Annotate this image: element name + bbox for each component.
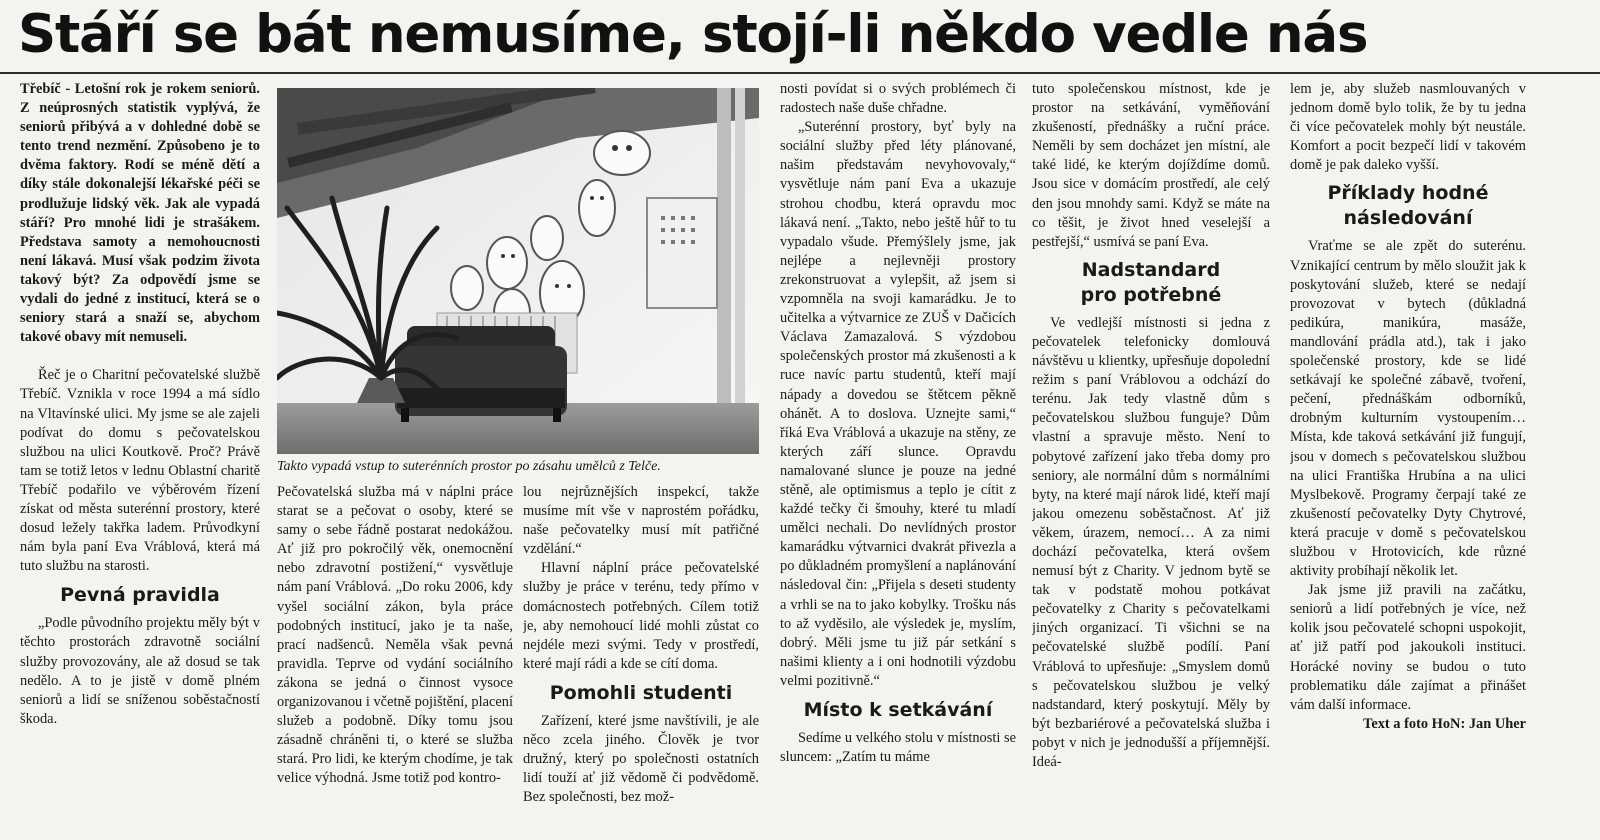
paragraph: Jak jsme již pravili na začátku, seniorů a lidí potřebných je více, než kolik jsou pečovatelé schopni uspokojit, ať již patří pod jakoukoli instituci. Horácké noviny se budou o tuto problematiku dále zajímat a přinášet vám další informace.	[1290, 582, 1526, 713]
paragraph: Hlavní náplní práce pečovatelské služby je práce v terénu, tedy přímo v domácnostech potřebných. Cílem totiž je, aby nemohoucí lidé mohli zůstat co nejdéle mezi svými. Tedy v prostředí, které mají rádi a kde se cítí doma.	[523, 560, 759, 672]
column-3	[523, 483, 759, 839]
paragraph: tuto společenskou místnost, kde je prostor na setkávání, vyměňování zkušeností, přednášky a ruční práce. Neměli by sem docházet jen místní, ale také lidé, ke kterým dojíždíme domů. Jsou sice v domácím prostředí, ale celý den jsou mnohdy sami. Když se máte na co těšit, je život hned veselejší a pestřejší,“ usmívá se paní Eva.	[1032, 81, 1270, 250]
headline: Stáří se bát nemusíme, stojí-li někdo vedle nás	[18, 4, 1368, 65]
column-4	[780, 80, 1016, 840]
photo-caption: Takto vypadá vstup to suterénních prostor po zásahu umělců z Telče.	[277, 459, 661, 474]
paragraph: Řeč je o Charitní pečovatelské službě Třebíč. Vznikla v roce 1994 a má sídlo na Vltavínské ulici. My jsme se ale zajeli podívat do domu s pečovatelskou službou na ulici Koutkově. Proč? Právě tam se totiž letos v lednu Oblastní charitě Třebíč podařilo ve výběrovém řízení získat od města suterénní prostory, které dosud ležely takřka ladem. Průvodkyní nám byla paní Eva Vráblová, která má tuto službu na starosti.	[20, 367, 260, 575]
paragraph: lou nejrůznějších inspekcí, takže musíme mít vše v naprostém pořádku, naše pečovatelky musí mít patřičné vzdělání.“	[523, 484, 759, 558]
paragraph: lem je, aby služeb nasmlouvaných v jednom domě bylo tolik, že by tu jedna či více pečovatelek mohly být neustále. Komfort a pocit bezpečí lidí v takovém domě je pak daleko vyšší.	[1290, 81, 1526, 174]
subheading-pomohli-studenti: Pomohli studenti	[549, 681, 733, 704]
column-5	[1032, 80, 1270, 840]
paragraph: Pečovatelská služba má v náplni práce starat se a pečovat o osoby, které se samy o sebe řádně postarat nedokážou. Ať již pro pokročilý věk, onemocnění nebo zdravotní postižení,“ vysvětluje nám paní Vráblová. „Do roku 2006, kdy vyšel sociální zákon, byla práce podobných institucí, jako je ta naše, prací nadšenců. Neměla však pevná pravidla. Teprve od vydání sociálního zákona se jedná o činnost vysoce organizovanou i včetně pojištění, placení služeb a podobně. Díky tomu jsou zásadně chráněni ti, o které se služba stará. Pro lidi, ke kterým chodíme, je tak velice výhodná. Jsme totiž pod kontro-	[277, 484, 513, 787]
headline-rule	[0, 72, 1600, 74]
subheading-misto-k-setkavani: Místo k setkávání	[803, 699, 993, 721]
paragraph: Sedíme u velkého stolu v místnosti se sluncem: „Zatím tu máme	[780, 730, 1016, 766]
column-6	[1290, 80, 1526, 840]
byline: Text a foto HoN: Jan Uher	[1363, 715, 1526, 732]
paragraph: Zařízení, které jsme navštívili, je ale něco zcela jiného. Člověk je tvor družný, který po společnosti ostatních lidí touží ať již vědomě či podvědomě. Bez společnosti, bez mož-	[523, 712, 759, 806]
subheading-nadstandard: Nadstandard pro potřebné	[1080, 258, 1222, 306]
subheading-priklady: Příklady hodné následování	[1327, 182, 1489, 230]
column-1	[20, 80, 260, 840]
paragraph: „Podle původního projektu měly být v těchto prostorách zdravotně sociální služby provozovány, ale až dosud se tak nedělo. A to je jistě v domě plném seniorů a lidí se sníženou soběstačností škoda.	[20, 615, 260, 727]
photo-illustration	[277, 88, 759, 454]
column-2	[277, 483, 513, 839]
paragraph: nosti povídat si o svých problémech či radostech naše duše chřadne.	[780, 81, 1016, 117]
paragraph: Ve vedlejší místnosti si jedna z pečovatelek telefonicky domlouvá návštěvu u klientky, upřesňuje dopolední režim s paní Vráblovou a odchází do terénu. Jak tedy vlastně dům s pečovatelskou službou funguje? Dům vlastní a spravuje město. Není to pobytové zařízení jako třeba domy pro seniory, ale normální dům s normálními byty, na které mají nárok lidé, kteří mají jakou omezenu soběstačnost. Ať již věkem, úrazem, nemocí… A za nimi dochází pečovatelka, která ovšem nemusí být z Charity. V jednom bytě se tak v podstatě mohou potkávat pečovatelky z Charity s pečovatelkami jiných organizací. Ti všichni se na pečovatelské službě podílí. Paní Vráblová to upřesňuje: „Smyslem domů s pečovatelskou službou je velký nadstandard, který poskytují. Měly by být bezbariérové a pečovatelská služba i pobyt v nich je jednodušší a příjemnější. Ideá-	[1032, 314, 1270, 770]
photo	[277, 88, 759, 454]
lead-paragraph: Třebíč - Letošní rok je rokem seniorů. Z neúprosných statistik vyplývá, že seniorů přibývá a v dohledné době se tento trend nezmění. Způsobeno je to dvěma faktory. Rodí se méně dětí a díky stále dokonalejší lékařské péči se prodlužuje lidský věk. Jak ale vypadá stáří? Pro mnohé lidi je strašákem. Představa samoty a nemohoucnosti není lákavá. Musí však podzim života takový být? Za odpovědí jsme se vydali do jedné z institucí, která se o seniory stará a snaží se, abychom takové obavy mít nemuseli.	[20, 81, 260, 346]
paragraph: Vraťme se ale zpět do suterénu. Vznikající centrum by mělo sloužit jak k poskytování služeb, které se nedají provozovat v bytech (důkladná pedikúra, manikúra, masáže, mandlování prádla atd.), tak i jako společenské prostory, kde se lidé setkávají ke společné zábavě, tvoření, pečení, přednáškám odborníků, drobným kulturním vystoupením… Místa, kde taková setkávání již fungují, jsou v domech s pečovatelskou službou na ulici Františka Hrubína a na ulici Myslbekově. Programy čerpají také ze zkušeností pečovatelky Dyty Chytrové, která pracuje v domě s pečovatelskou službou v Hrotovicích, kde různé aktivity probíhají několik let.	[1290, 238, 1526, 580]
subheading-pevna-pravidla: Pevná pravidla	[60, 584, 220, 607]
paragraph: „Suterénní prostory, byť byly na sociální služby před léty plánované, našim představám nevyhovovaly,“ vysvětluje nám paní Eva a ukazuje strohou chodbu, která opravdu moc lákavá není. „Takto, nebo ještě hůř to tu vypadalo všude. Přemýšlely jsme, jak nejlépe a nejlevněji prostory zrekonstruovat a vylepšit, až jsem si vzpomněla na svoji kamarádku. Je to učitelka a výtvarnice ze ZUŠ v Dačicích Václava Zamazalová. S výzdobou společenských prostor má zkušenosti a k ruce navíc partu studentů, kteří mají nápady a dovedou se štětcem pěkně ohánět. A to doslova. Uznejte sami,“ říká Eva Vráblová a ukazuje na stěny, ze kterých září slunce. Opravdu namalované slunce je pouze na jedné stěně, ale optimismus a teplo je cítit z každé tečky či šmouhy, které tu mladí umělci nechali. Do nevlídných prostor kamarádku výtvarnici dvakrát přivezla a po důkladném promyšlení a naplánování následoval čin: „Přijela s deseti studenty a vrhli se na to jako kobylky. Trošku nás to až vyděsilo, ale výsledek je, myslím, dobrý. Měli jsme tu již pár setkání s našimi klienty a i oni hodnotili výzdobu velmi pozitivně.“	[780, 119, 1016, 689]
